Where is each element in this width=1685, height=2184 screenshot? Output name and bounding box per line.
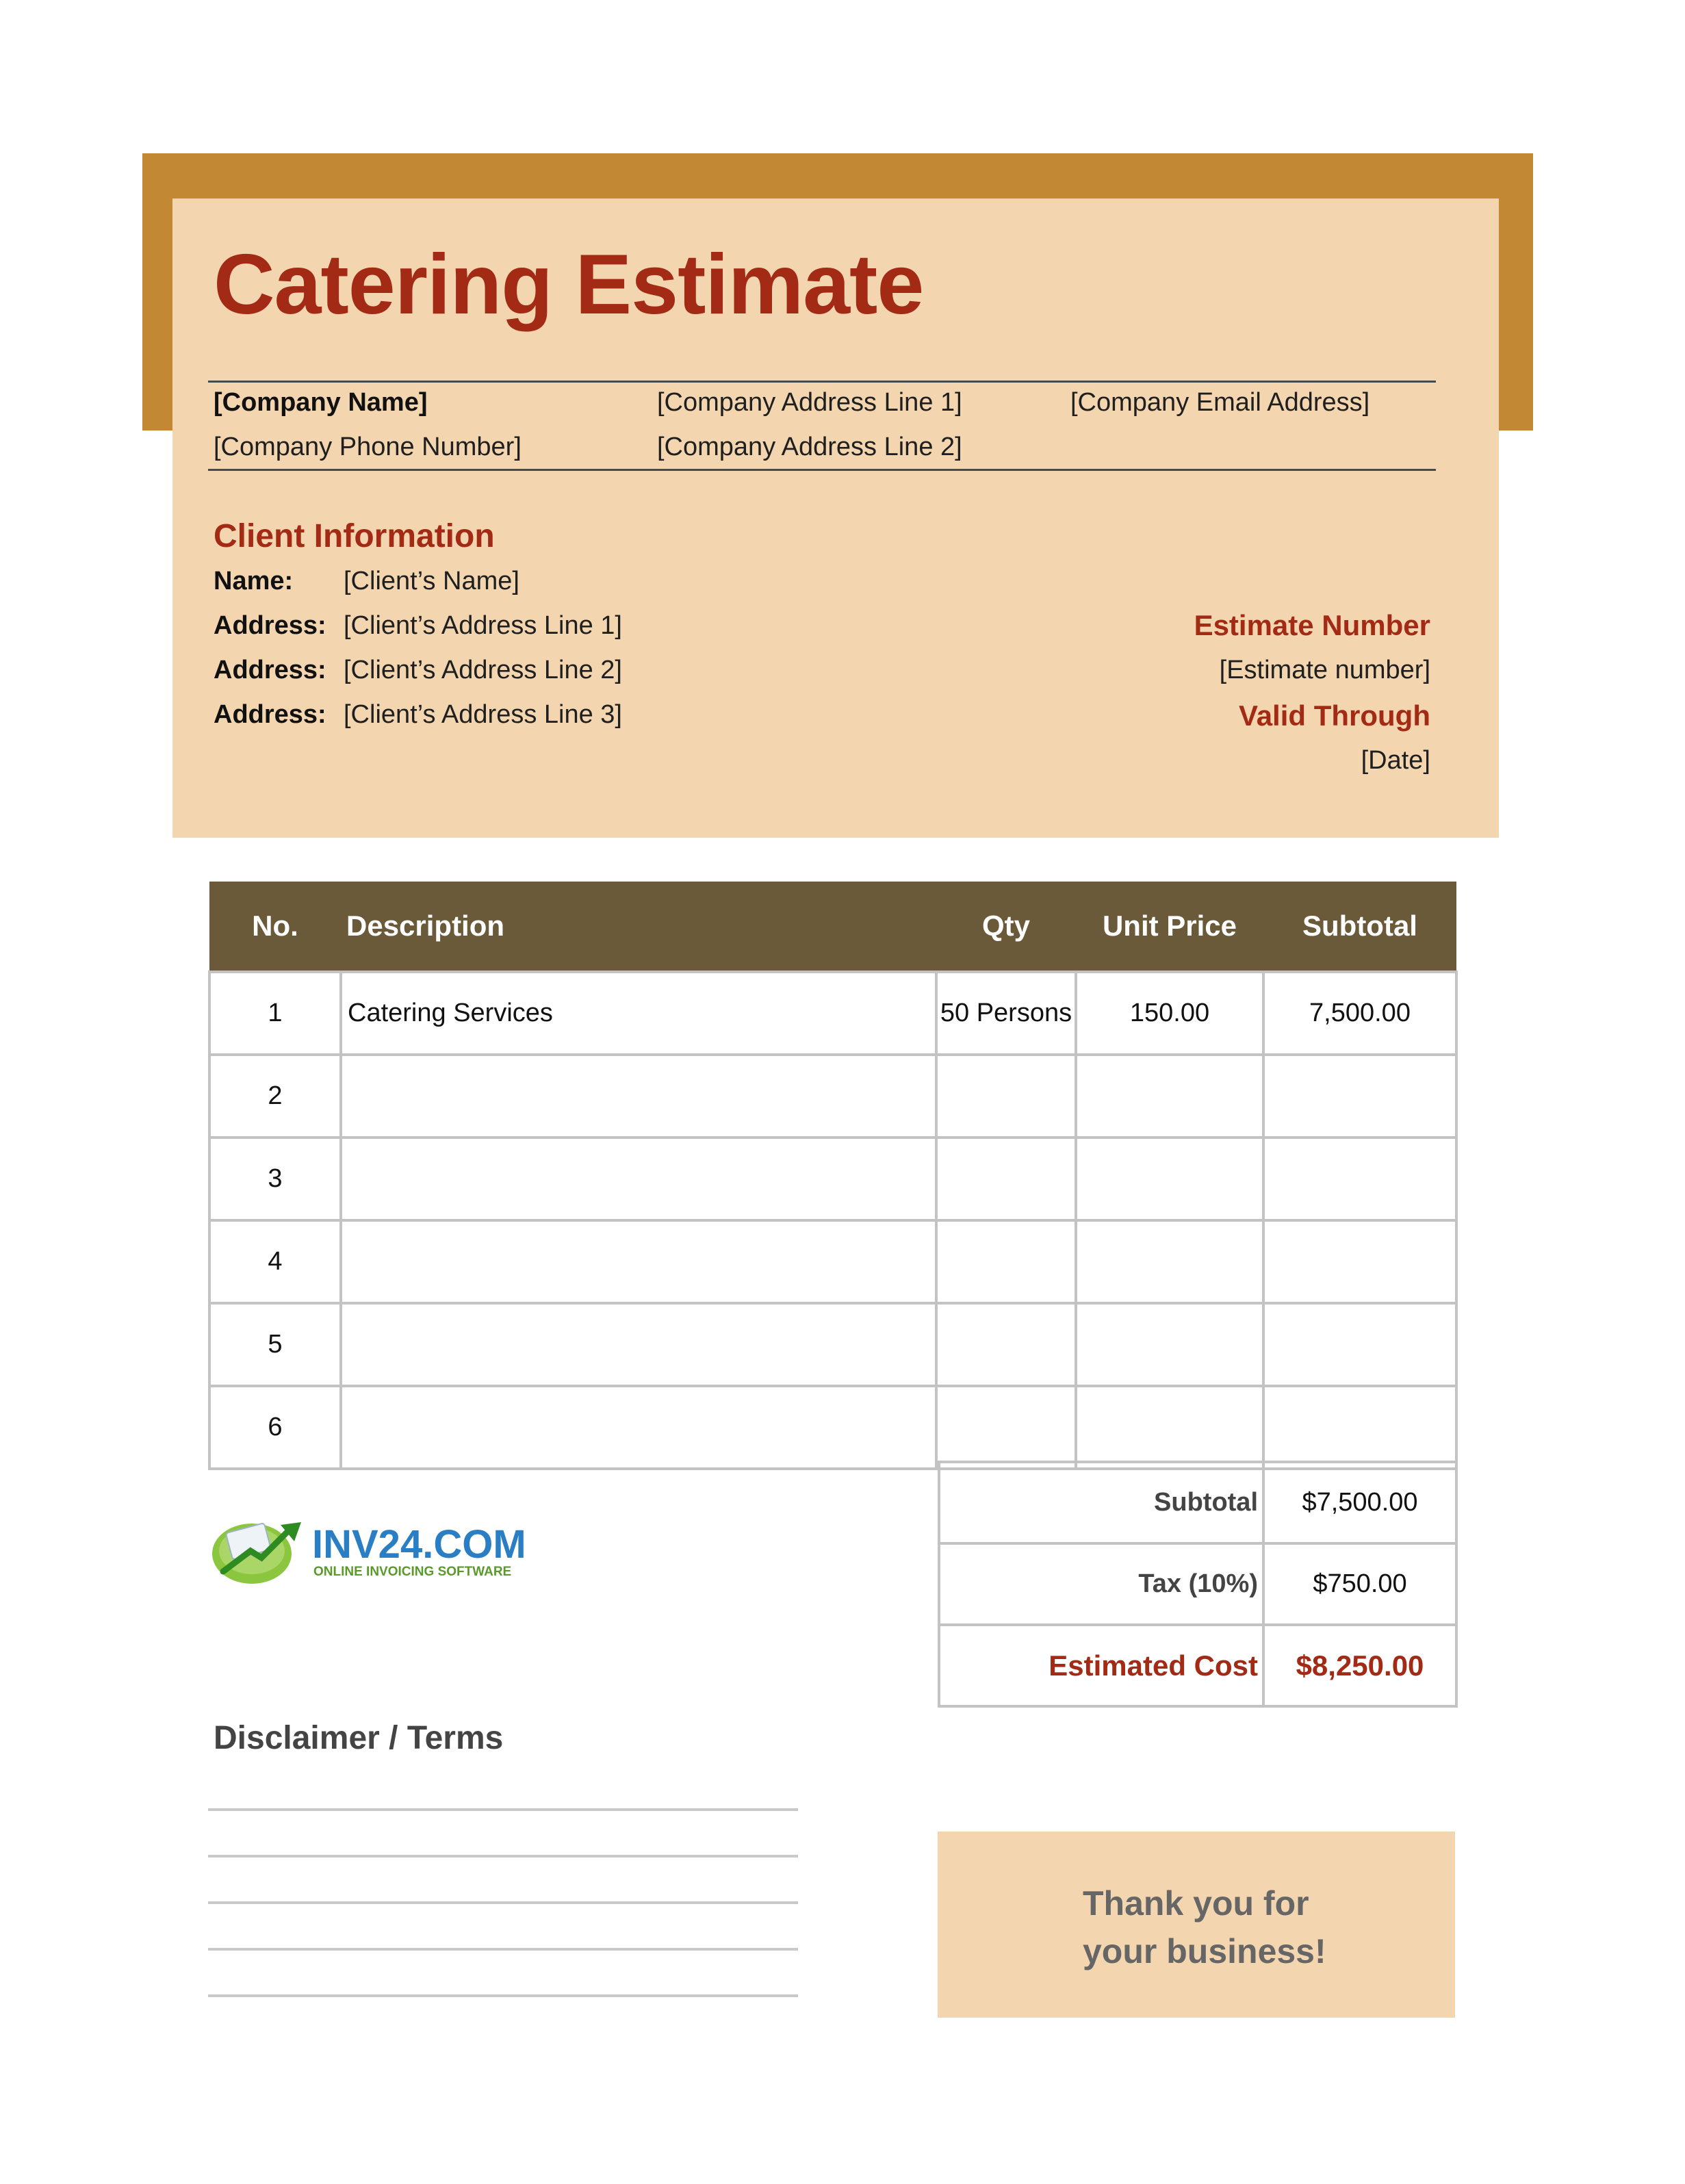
- row-qty[interactable]: [936, 1138, 1076, 1220]
- client-address-label-3: Address:: [214, 700, 326, 729]
- company-rule-bottom: [208, 469, 1436, 471]
- estimated-cost-row: [939, 1625, 1456, 1706]
- subtotal-label: Subtotal: [939, 1462, 1263, 1543]
- thank-you-box: [938, 1832, 1455, 2018]
- estimate-number-label: Estimate Number: [1194, 609, 1430, 641]
- table-row: [209, 1055, 1456, 1138]
- totals-table: [938, 1461, 1458, 1708]
- header-qty: Qty: [936, 882, 1076, 972]
- header-unit-price: Unit Price: [1076, 882, 1263, 972]
- valid-through-label: Valid Through: [1239, 699, 1430, 732]
- subtotal-row: [939, 1462, 1456, 1543]
- client-info-heading: Client Information: [214, 518, 495, 554]
- header-subtotal: Subtotal: [1263, 882, 1456, 972]
- client-address-line-3: [Client’s Address Line 3]: [344, 700, 622, 729]
- tax-label: Tax (10%): [939, 1543, 1263, 1625]
- row-no: 2: [209, 1055, 341, 1138]
- company-name: [Company Name]: [214, 388, 428, 417]
- row-unit-price[interactable]: [1076, 1138, 1263, 1220]
- row-description[interactable]: [341, 1303, 936, 1386]
- client-address-label-1: Address:: [214, 611, 326, 640]
- thank-you-line-1: Thank you for: [1083, 1884, 1309, 1923]
- document-title: Catering Estimate: [214, 237, 924, 332]
- terms-line[interactable]: [208, 1855, 798, 1858]
- row-subtotal: [1263, 1220, 1456, 1303]
- estimated-cost-value: $8,250.00: [1263, 1625, 1456, 1706]
- row-no: 4: [209, 1220, 341, 1303]
- valid-through-date: [Date]: [1361, 746, 1430, 775]
- company-email: [Company Email Address]: [1070, 388, 1370, 417]
- row-subtotal: [1263, 1055, 1456, 1138]
- row-unit-price[interactable]: [1076, 1055, 1263, 1138]
- client-name: [Client’s Name]: [344, 567, 519, 595]
- row-description[interactable]: [341, 1138, 936, 1220]
- row-unit-price[interactable]: [1076, 1303, 1263, 1386]
- row-no: 3: [209, 1138, 341, 1220]
- terms-line[interactable]: [208, 1808, 798, 1811]
- client-address-label-2: Address:: [214, 656, 326, 684]
- company-phone: [Company Phone Number]: [214, 433, 522, 461]
- row-subtotal: 7,500.00: [1263, 972, 1456, 1055]
- subtotal-value: $7,500.00: [1263, 1462, 1456, 1543]
- row-subtotal: [1263, 1386, 1456, 1469]
- terms-line[interactable]: [208, 1994, 798, 1997]
- row-unit-price[interactable]: [1076, 1220, 1263, 1303]
- logo-brand: INV24.COM: [312, 1522, 526, 1567]
- row-description[interactable]: [341, 1220, 936, 1303]
- row-subtotal: [1263, 1303, 1456, 1386]
- header-no: No.: [209, 882, 341, 972]
- header-description: Description: [341, 882, 936, 972]
- row-unit-price[interactable]: [1076, 1386, 1263, 1469]
- thank-you-line-2: your business!: [1083, 1932, 1326, 1970]
- row-qty[interactable]: 50 Persons: [936, 972, 1076, 1055]
- row-subtotal: [1263, 1138, 1456, 1220]
- row-no: 1: [209, 972, 341, 1055]
- company-address-line-2: [Company Address Line 2]: [657, 433, 962, 461]
- disclaimer-heading: Disclaimer / Terms: [214, 1720, 504, 1756]
- row-description[interactable]: [341, 1386, 936, 1469]
- estimated-cost-label: Estimated Cost: [939, 1625, 1263, 1706]
- table-row: [209, 1138, 1456, 1220]
- table-header-row: [209, 882, 1456, 972]
- table-row: [209, 1303, 1456, 1386]
- row-qty[interactable]: [936, 1386, 1076, 1469]
- row-description[interactable]: Catering Services: [341, 972, 936, 1055]
- table-row: [209, 1220, 1456, 1303]
- row-no: 6: [209, 1386, 341, 1469]
- estimate-number: [Estimate number]: [1219, 656, 1430, 684]
- company-rule-top: [208, 381, 1436, 383]
- table-row: [209, 1386, 1456, 1469]
- inv24-logo: [209, 1513, 526, 1588]
- company-address-line-1: [Company Address Line 1]: [657, 388, 962, 417]
- logo-tagline: ONLINE INVOICING SOFTWARE: [313, 1565, 512, 1579]
- tax-row: [939, 1543, 1456, 1625]
- terms-line[interactable]: [208, 1901, 798, 1904]
- tax-value: $750.00: [1263, 1543, 1456, 1625]
- items-table: [208, 882, 1458, 1470]
- table-row: [209, 972, 1456, 1055]
- row-qty[interactable]: [936, 1055, 1076, 1138]
- terms-line[interactable]: [208, 1948, 798, 1951]
- client-address-line-2: [Client’s Address Line 2]: [344, 656, 622, 684]
- row-description[interactable]: [341, 1055, 936, 1138]
- thank-you-message: [1083, 1879, 1326, 1975]
- row-qty[interactable]: [936, 1220, 1076, 1303]
- row-qty[interactable]: [936, 1303, 1076, 1386]
- client-name-label: Name:: [214, 567, 294, 595]
- row-unit-price[interactable]: 150.00: [1076, 972, 1263, 1055]
- row-no: 5: [209, 1303, 341, 1386]
- client-address-line-1: [Client’s Address Line 1]: [344, 611, 622, 640]
